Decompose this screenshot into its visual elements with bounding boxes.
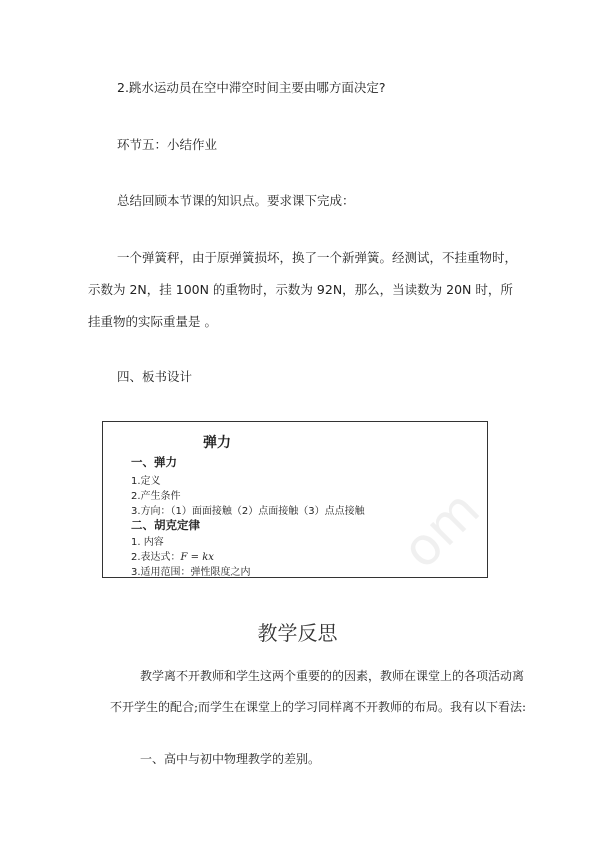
question-2: 2.跳水运动员在空中滞空时间主要由哪方面决定? — [117, 80, 386, 95]
problem-line-3: 挂重物的实际重量是 。 — [88, 314, 217, 329]
summary-text: 总结回顾本节课的知识点。要求课下完成： — [117, 193, 355, 208]
reflection-line-3: 一、高中与初中物理教学的差别。 — [140, 752, 321, 766]
board-item-definition: 1.定义 — [131, 476, 161, 487]
reflection-line-1: 教学离不开教师和学生这两个重要的的因素，教师在课堂上的各项活动离 — [140, 669, 525, 683]
board-design-box — [102, 421, 488, 578]
board-title: 弹力 — [203, 435, 231, 451]
problem-line-1: 一个弹簧秤，由于原弹簧损坏，换了一个新弹簧。经测试，不挂重物时， — [117, 250, 518, 265]
problem-line-2: 示数为 2N，挂 100N 的重物时，示数为 92N，那么，当读数为 20N 时，所 — [88, 282, 513, 297]
board-item-direction: 3.方向：（1）面面接触（2）点面接触（3）点点接触 — [131, 506, 365, 517]
board-item-scope: 3.适用范围：弹性限度之内 — [131, 567, 251, 578]
formula-label: 2.表达式： — [131, 552, 181, 563]
board-item-content: 1. 内容 — [131, 537, 164, 548]
section-5-heading: 环节五：小结作业 — [117, 137, 218, 152]
board-item-conditions: 2.产生条件 — [131, 491, 181, 502]
watermark: om — [390, 479, 492, 581]
board-design-heading: 四、板书设计 — [117, 369, 193, 384]
board-section-1: 一、弹力 — [131, 455, 177, 469]
formula-expression: F = kx — [180, 552, 214, 563]
reflection-line-2: 不开学生的配合;而学生在课堂上的学习同样离不开教师的布局。我有以下看法: — [110, 700, 527, 714]
reflection-title: 教学反思 — [257, 621, 338, 645]
board-item-formula — [131, 548, 214, 563]
board-section-2: 二、胡克定律 — [131, 518, 200, 532]
